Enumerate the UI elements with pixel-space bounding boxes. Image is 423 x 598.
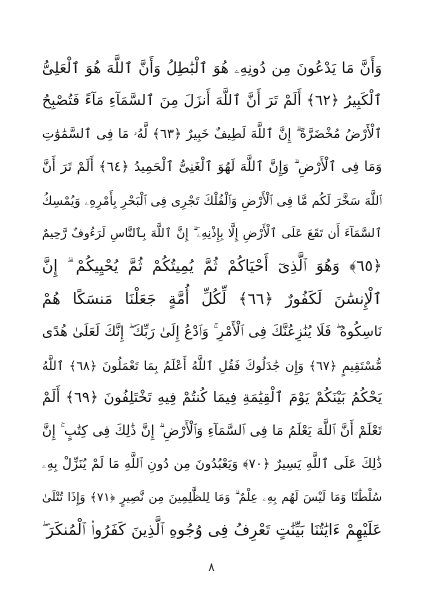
text-line-14: سُلْطَٰنًا وَمَا لَيْسَ لَهُم بِهِۦ عِلْمٌ ۗ وَمَا لِلظَّٰلِمِينَ مِن نَّصِيرٍ ﴿٧١﴾ وَإِذَا تُتْلَىٰ [42, 490, 382, 504]
text-line-1: وَأَنَّ مَا يَدْعُونَ مِن دُونِهِۦ هُوَ ٱلْبَٰطِلُ وَأَنَّ ٱللَّهَ هُوَ ٱلْعَلِىُّ [42, 59, 382, 77]
text-line-9: نَاسِكُوهُ ۖ فَلَا يُنَٰزِعُنَّكَ فِى ٱلْأَمْرِ ۚ وَٱدْعُ إِلَىٰ رَبِّكَ ۖ إِنَّكَ لَعَلَىٰ هُدًى [42, 324, 382, 340]
text-line-11: يَحْكُمُ بَيْنَكُمْ يَوْمَ ٱلْقِيَٰمَةِ فِيمَا كُنتُمْ فِيهِ تَخْتَلِفُونَ ﴿٦٩﴾ أَلَمْ [42, 390, 382, 406]
text-line-7: ﴿٦٥﴾ وَهُوَ ٱلَّذِىٓ أَحْيَاكُمْ ثُمَّ يُمِيتُكُمْ ثُمَّ يُحْيِيكُمْ ۗ إِنَّ [42, 257, 382, 275]
text-line-13: ذَٰلِكَ عَلَى ٱللَّهِ يَسِيرٌ ﴿٧٠﴾ وَيَعْبُدُونَ مِن دُونِ ٱللَّهِ مَا لَمْ يُنَزِّلْ بِهِۦ [42, 457, 382, 472]
text-line-8: ٱلْإِنسَٰنَ لَكَفُورٌ ﴿٦٦﴾ لِّكُلِّ أُمَّةٍ جَعَلْنَا مَنسَكًا هُمْ [42, 290, 382, 308]
text-line-4: وَمَا فِى ٱلْأَرْضِ ۗ وَإِنَّ ٱللَّهَ لَهُوَ ٱلْغَنِىُّ ٱلْحَمِيدُ ﴿٦٤﴾ أَلَمْ تَرَ أَنَّ [42, 159, 382, 175]
text-line-15: عَلَيْهِمْ ءَايَٰتُنَا بَيِّنَٰتٍ تَعْرِفُ فِى وُجُوهِ ٱلَّذِينَ كَفَرُوا۟ ٱلْمُنكَرَ ۖ [42, 521, 382, 539]
text-line-10: مُّسْتَقِيمٍ ﴿٦٧﴾ وَإِن جَٰدَلُوكَ فَقُلِ ٱللَّهُ أَعْلَمُ بِمَا تَعْمَلُونَ ﴿٦٨﴾ ٱللَّهُ [42, 358, 382, 373]
text-line-6: ٱلسَّمَآءَ أَن تَقَعَ عَلَى ٱلْأَرْضِ إِلَّا بِإِذْنِهِۦٓ ۗ إِنَّ ٱللَّهَ بِٱلنَّاسِ لَرَءُوفٌ رَّحِيمٌ [42, 226, 382, 240]
text-line-5: ٱللَّهَ سَخَّرَ لَكُم مَّا فِى ٱلْأَرْضِ وَٱلْفُلْكَ تَجْرِى فِى ٱلْبَحْرِ بِأَمْرِهِۦ وَيُمْسِكُ [42, 193, 382, 208]
text-line-2: ٱلْكَبِيرُ ﴿٦٢﴾ أَلَمْ تَرَ أَنَّ ٱللَّهَ أَنزَلَ مِنَ ٱلسَّمَآءِ مَآءً فَتُصْبِحُ [42, 93, 382, 109]
text-line-12: تَعْلَمْ أَنَّ ٱللَّهَ يَعْلَمُ مَا فِى ٱلسَّمَآءِ وَٱلْأَرْضِ ۗ إِنَّ ذَٰلِكَ فِى كِتَٰبٍ ۚ إِنَّ [42, 423, 382, 439]
verse-text-block [42, 52, 382, 547]
page-number: ٨ [208, 560, 215, 574]
text-line-3: ٱلْأَرْضُ مُخْضَرَّةً ۗ إِنَّ ٱللَّهَ لَطِيفٌ خَبِيرٌ ﴿٦٣﴾ لَّهُۥ مَا فِى ٱلسَّمَٰوَٰتِ [42, 127, 382, 142]
